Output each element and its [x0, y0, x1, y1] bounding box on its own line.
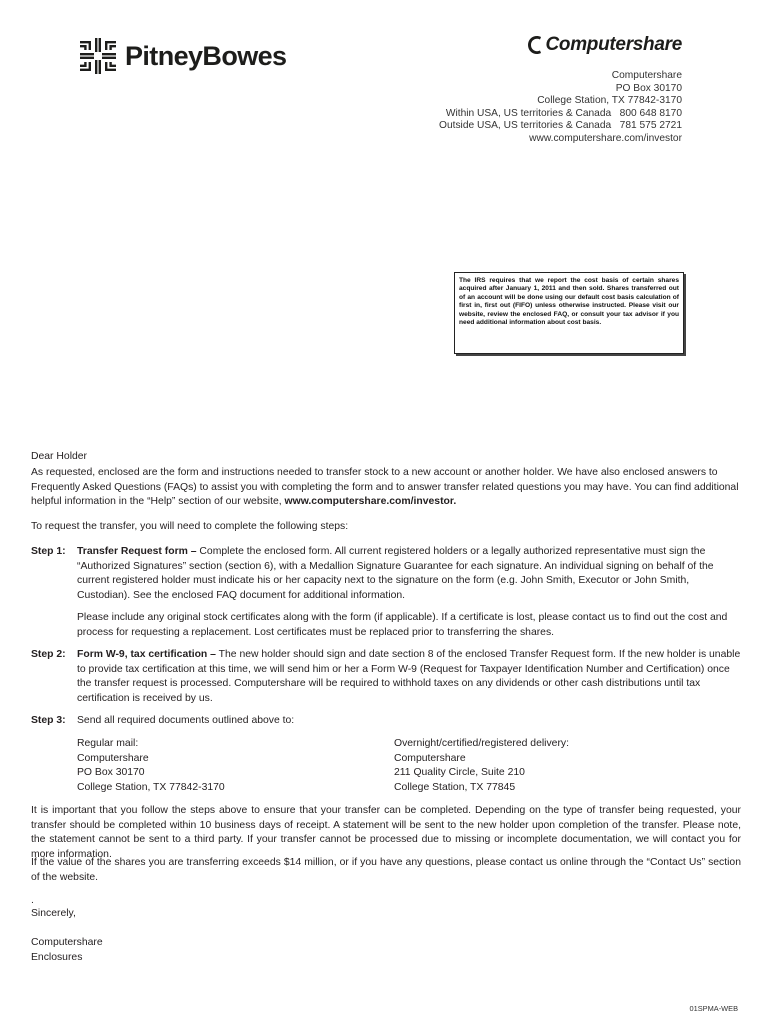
computershare-wordmark: Computershare — [545, 34, 682, 55]
document-code: 01SPMA-WEB — [689, 1004, 738, 1013]
website-link: www.computershare.com/investor. — [284, 496, 457, 508]
pitney-bowes-wordmark: PitneyBowes — [125, 40, 287, 71]
intro-paragraph — [31, 466, 741, 510]
step-2-description: The new holder should sign and date section 8 of the enclosed Transfer Request form. If the new holder is unable to provide tax certification at this time, we will send him or her a Form W-9 (Request for Taxpayer Identification Number and Certification) once the transfer request is processed. Computershare will be required to withhold taxes on any dividends or other cash distributions until tax certification is received by us. — [77, 649, 741, 704]
step-1-title: Transfer Request form – — [77, 546, 197, 557]
enclosures-label: Enclosures — [31, 952, 83, 963]
signature-name: Computershare — [31, 937, 103, 948]
regular-mail-line: College Station, TX 77842-3170 — [77, 781, 225, 793]
regular-mail-address — [77, 737, 225, 795]
overnight-mail-line: Overnight/certified/registered delivery: — [394, 738, 569, 749]
irs-cost-basis-notice — [454, 272, 684, 354]
overnight-mail-line: College Station, TX 77845 — [394, 781, 516, 793]
address-line: Outside USA, US territories & Canada 781 575 2721 — [439, 120, 682, 132]
step-2-text — [77, 648, 741, 706]
overnight-mail-line: 211 Quality Circle, Suite 210 — [394, 767, 525, 779]
value-paragraph: If the value of the shares you are transferring exceeds $14 million, or if you have any questions, please contact us online through the “Contact Us” section of the website. — [31, 857, 741, 883]
regular-mail-line: Computershare — [77, 752, 149, 764]
step-1-extra-text: Please include any original stock certificates along with the form (if applicable). If a certificate is lost, please contact us to find out the cost and process for requesting a replacement. Lost certificates must be replaced prior to transferring the shares. — [77, 612, 728, 638]
step-3-text: Send all required documents outlined above to: — [77, 715, 295, 726]
step-2-title: Form W-9, tax certification – — [77, 649, 216, 660]
computershare-logo — [526, 34, 682, 56]
irs-notice-text: The IRS requires that we report the cost basis of certain shares acquired after January 1, 2011 and then sold. Shares transferred out of an account will be done using our default cost basis calculation of first in, first out (FIFO) unless otherwise instructed. Please visit our website, review the enclosed FAQ, or consult your tax advisor if you need additional information about cost basis. — [459, 277, 679, 327]
address-line: Within USA, US territories & Canada 800 648 8170 — [445, 107, 682, 119]
steps-lead: To request the transfer, you will need to complete the following steps: — [31, 521, 349, 532]
important-paragraph: It is important that you follow the steps above to ensure that your transfer can be completed. Depending on the type of transfer being requested, your transfer should be completed within 10 business days of receipt. A statement will be sent to the new holder upon completion of the transfer. Please note, the statement cannot be sent to a third party. If your transfer cannot be processed due to missing or incomplete documentation, we will contact you for more information. — [31, 805, 741, 860]
overnight-mail-line: Computershare — [394, 752, 466, 764]
intro-text: As requested, enclosed are the form and instructions needed to transfer stock to a new account or another holder. We have also enclosed answers to Frequently Asked Questions (FAQs) to assist you with completing the form and to answer transfer related questions you may have. You can find additional helpful information in the “Help” section of our website, — [31, 467, 739, 508]
step-2-label: Step 2: — [31, 649, 66, 660]
address-line: College Station, TX 77842-3170 — [537, 95, 682, 107]
address-line: PO Box 30170 — [615, 82, 682, 94]
step-3-label: Step 3: — [31, 715, 66, 726]
pitney-bowes-mark-icon — [80, 38, 116, 74]
address-line: Computershare — [611, 70, 682, 81]
overnight-delivery-address — [394, 737, 569, 795]
computershare-swirl-icon — [526, 34, 544, 56]
pitney-bowes-logo — [80, 38, 286, 74]
address-line: www.computershare.com/investor — [529, 132, 682, 144]
dot-line: . — [31, 895, 34, 906]
greeting: Dear Holder — [31, 451, 88, 462]
signoff: Sincerely, — [31, 908, 76, 919]
regular-mail-line: PO Box 30170 — [77, 767, 145, 779]
return-address-block — [439, 70, 682, 146]
step-1-label: Step 1: — [31, 546, 66, 557]
step-1-text — [77, 545, 741, 603]
step-1-description: Complete the enclosed form. All current registered holders or a legally authorized representative must sign the “Authorized Signatures” section (section 6), with a Medallion Signature Guarantee for each signature. An individual signing on behalf of the current registered holder must indicate his or her capacity next to the signature on the form (e.g. John Smith, Executor or John Smith, Custodian). See the enclosed FAQ document for additional information. — [77, 546, 714, 601]
regular-mail-line: Regular mail: — [77, 738, 139, 749]
